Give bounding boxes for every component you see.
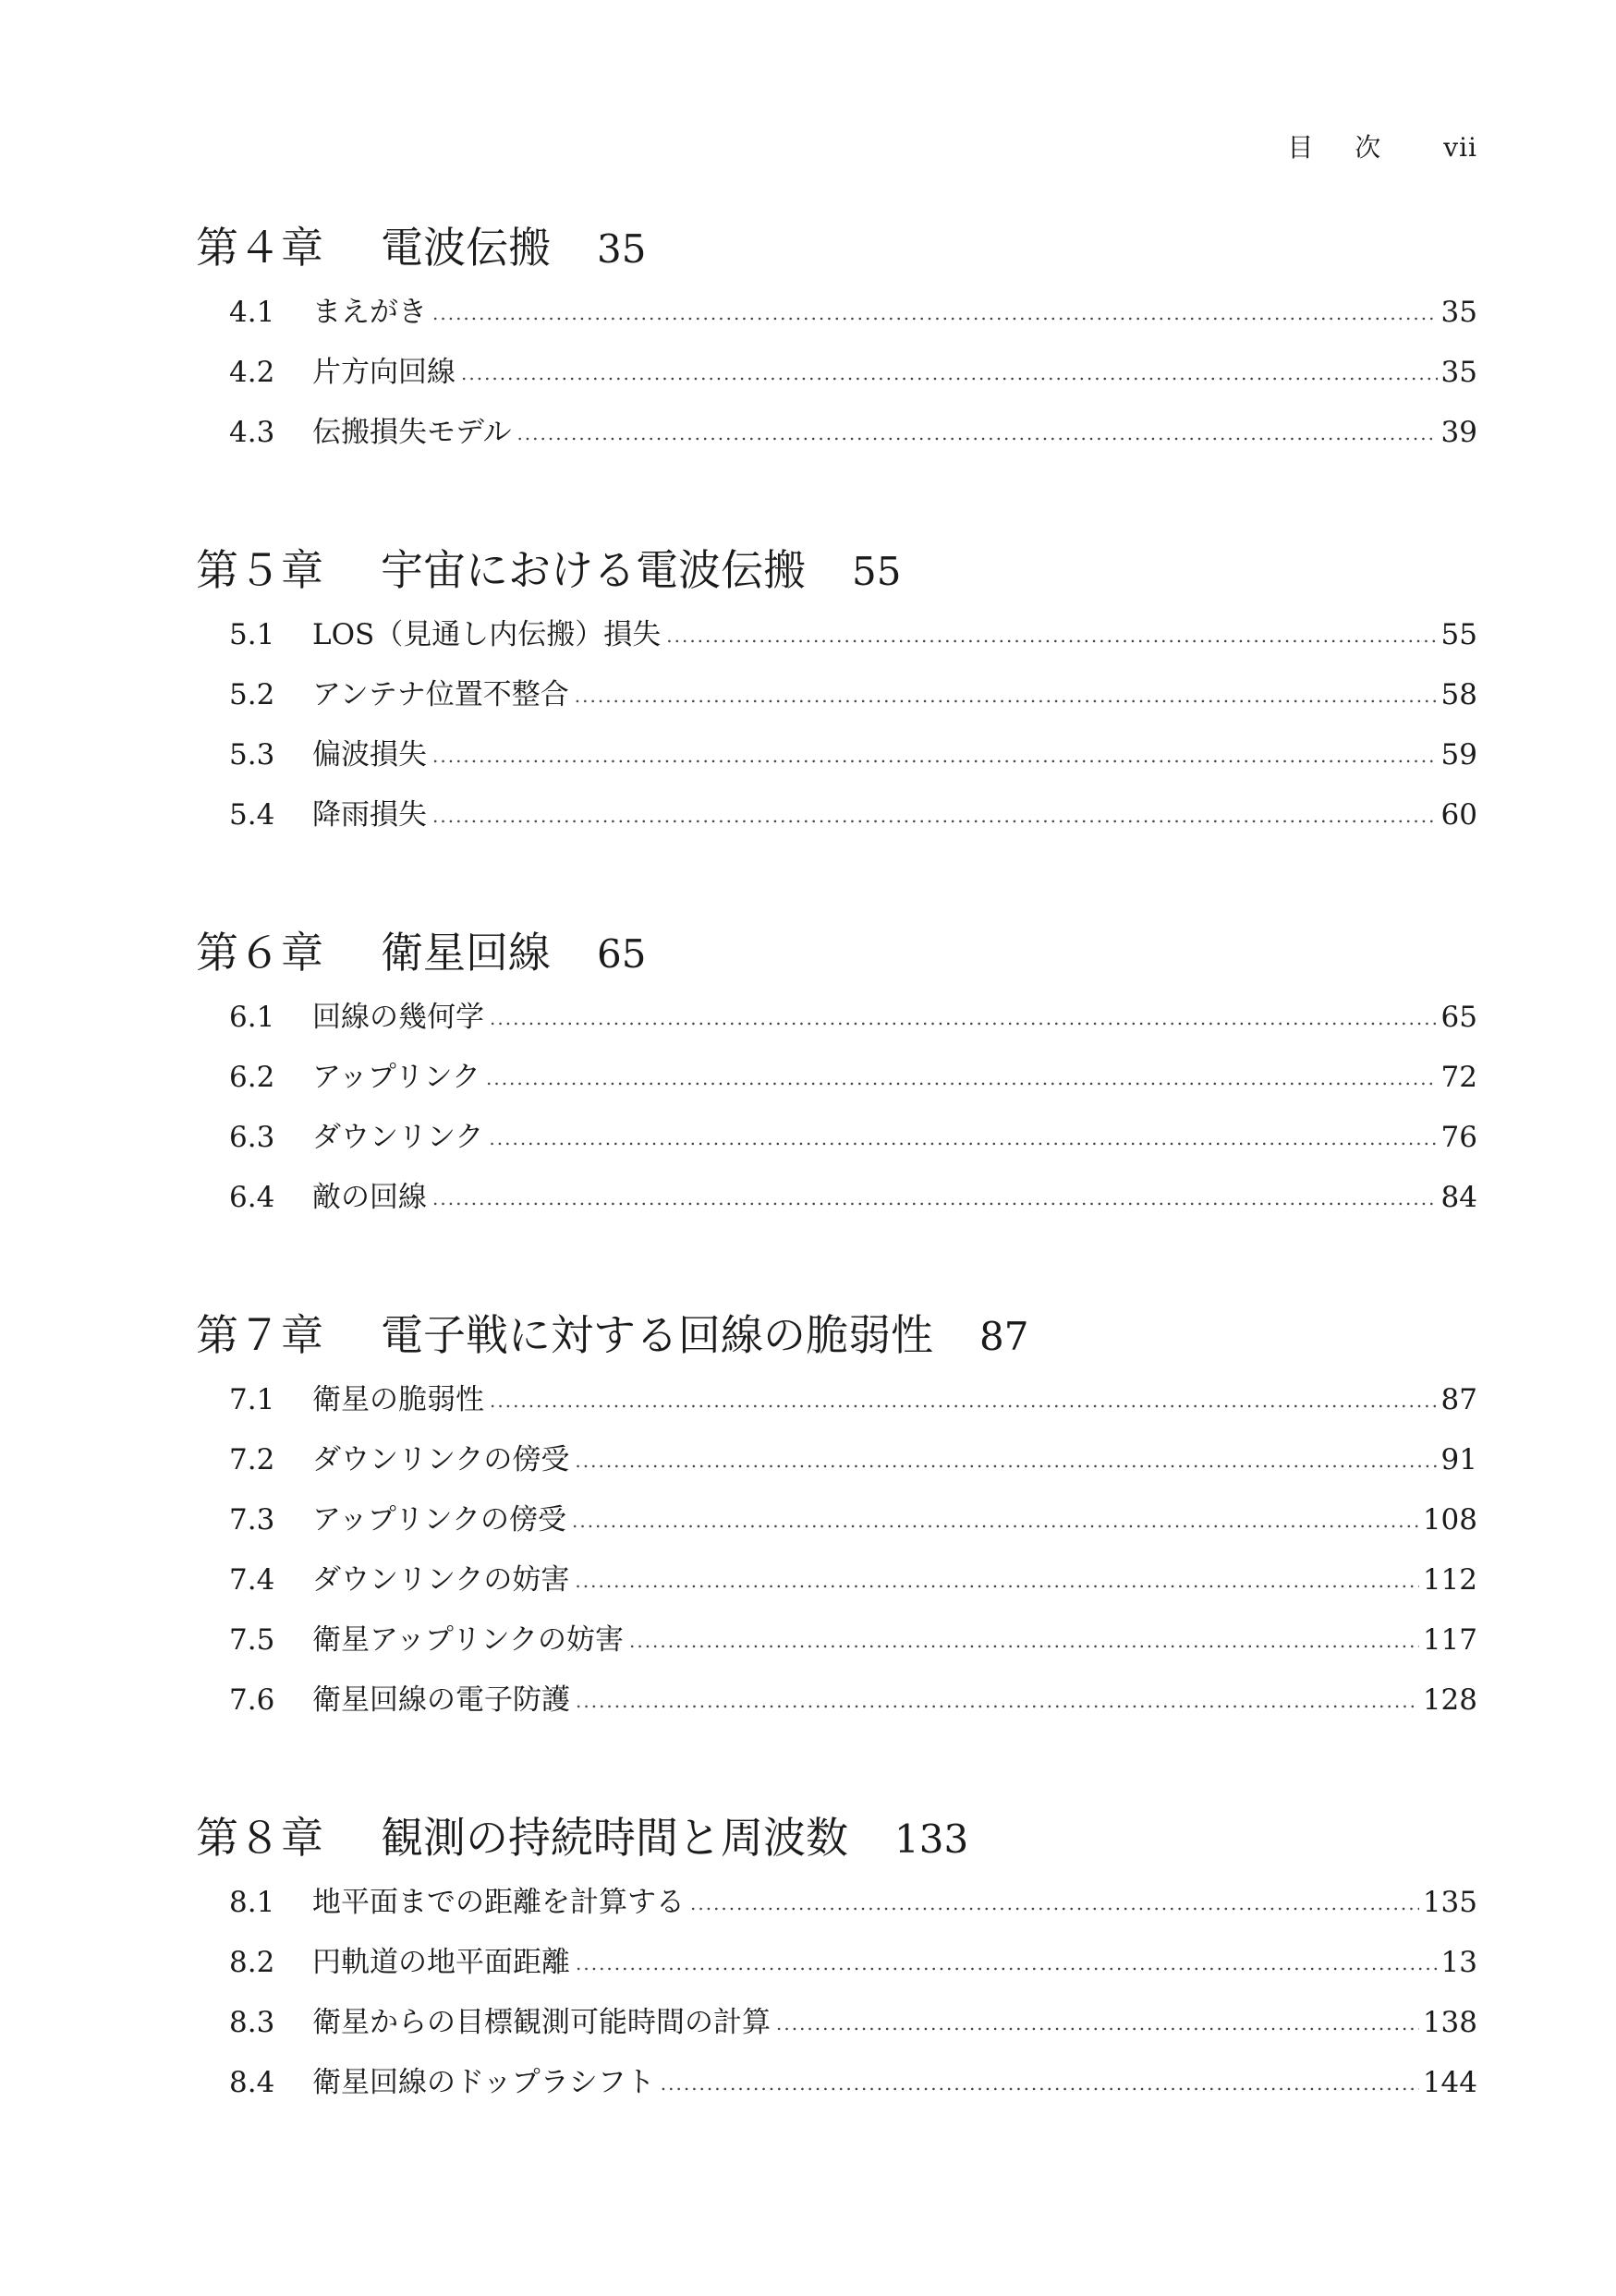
section-page-number: 117 (1422, 1623, 1477, 1657)
dot-leader (575, 666, 1438, 726)
running-header (1287, 128, 1477, 164)
section-title: まえがき (312, 296, 427, 329)
section-title: 伝搬損失モデル (312, 416, 512, 449)
section-page-number: 87 (1440, 1383, 1477, 1416)
chapter-heading[interactable] (196, 537, 1477, 603)
section-page-number: 76 (1440, 1121, 1477, 1154)
dot-leader (486, 1049, 1438, 1109)
section-number: 5.2 (229, 678, 275, 711)
section-title: ダウンリンク (312, 1121, 484, 1154)
dot-leader (575, 1431, 1437, 1491)
section-page-number: 91 (1440, 1443, 1477, 1476)
section-number: 5.1 (229, 618, 275, 651)
chapter-title: 電波伝搬 (381, 223, 551, 273)
dot-leader (576, 1671, 1419, 1731)
section-page-number: 60 (1440, 798, 1477, 832)
section-title: ダウンリンクの妨害 (312, 1563, 570, 1597)
toc-chapter (196, 1804, 1477, 2113)
chapter-title: 衛星回線 (381, 928, 551, 978)
toc-chapter (196, 214, 1477, 463)
section-title: 地平面までの距離を計算する (312, 1886, 685, 1919)
toc-entry[interactable] (196, 1048, 1477, 1108)
dot-leader (432, 284, 1438, 344)
section-title: 偏波損失 (312, 738, 427, 771)
section-title: 衛星アップリンクの妨害 (312, 1623, 624, 1657)
dot-leader (432, 1169, 1438, 1229)
dot-leader (432, 726, 1438, 786)
table-of-contents (196, 214, 1477, 2187)
dot-leader (432, 786, 1438, 846)
section-title: 衛星からの目標観測可能時間の計算 (312, 2006, 771, 2039)
dot-leader (575, 1551, 1418, 1611)
chapter-title: 電子戦に対する回線の脆弱性 (381, 1310, 933, 1360)
dot-leader (690, 1874, 1419, 1934)
toc-entry[interactable] (196, 1108, 1477, 1168)
section-number: 7.3 (229, 1503, 275, 1537)
section-title: 回線の幾何学 (312, 1001, 484, 1034)
section-title: 片方向回線 (312, 356, 456, 389)
section-page-number: 55 (1440, 618, 1477, 651)
section-number: 4.1 (229, 296, 275, 329)
toc-chapter (196, 537, 1477, 845)
toc-chapter (196, 919, 1477, 1228)
chapter-number: 第５章 (196, 545, 323, 595)
dot-leader (490, 989, 1438, 1049)
section-number: 7.2 (229, 1443, 275, 1476)
section-number: 5.4 (229, 798, 275, 832)
chapter-page-number: 133 (894, 1816, 969, 1862)
chapter-number: 第４章 (196, 223, 323, 273)
dot-leader (461, 344, 1438, 404)
section-page-number: 35 (1440, 296, 1477, 329)
section-number: 7.6 (229, 1683, 275, 1717)
chapter-heading[interactable] (196, 214, 1477, 281)
chapter-page-number: 65 (597, 931, 647, 977)
dot-leader (661, 2054, 1419, 2114)
toc-entry[interactable] (196, 403, 1477, 463)
section-title: LOS（見通し内伝搬）損失 (312, 618, 662, 651)
toc-entry[interactable] (196, 988, 1477, 1048)
toc-entry[interactable] (196, 1490, 1477, 1550)
section-page-number: 128 (1422, 1683, 1477, 1717)
toc-entry[interactable] (196, 1430, 1477, 1490)
section-number: 8.2 (229, 1946, 275, 1979)
chapter-title: 観測の持続時間と周波数 (381, 1813, 848, 1863)
section-title: 降雨損失 (312, 798, 427, 832)
section-number: 8.4 (229, 2066, 275, 2099)
section-title: アップリンク (312, 1061, 480, 1094)
dot-leader (629, 1611, 1419, 1671)
section-page-number: 35 (1440, 356, 1477, 389)
section-title: ダウンリンクの傍受 (312, 1443, 570, 1476)
chapter-number: 第６章 (196, 928, 323, 978)
section-number: 8.3 (229, 2006, 275, 2039)
section-page-number: 84 (1440, 1181, 1477, 1214)
dot-leader (776, 1994, 1419, 2054)
section-number: 7.1 (229, 1383, 275, 1416)
section-page-number: 39 (1440, 416, 1477, 449)
section-page-number: 108 (1422, 1503, 1477, 1537)
chapter-heading[interactable] (196, 1804, 1477, 1871)
toc-entry[interactable] (196, 725, 1477, 785)
toc-chapter (196, 1302, 1477, 1731)
section-number: 6.2 (229, 1061, 275, 1094)
toc-entry[interactable] (196, 1550, 1477, 1610)
section-number: 4.3 (229, 416, 275, 449)
section-title: 円軌道の地平面距離 (312, 1946, 570, 1979)
dot-leader (490, 1371, 1438, 1431)
toc-entry[interactable] (196, 1993, 1477, 2053)
section-title: アップリンクの傍受 (312, 1503, 566, 1537)
section-number: 7.4 (229, 1563, 275, 1597)
section-page-number: 138 (1422, 2006, 1477, 2039)
section-number: 6.4 (229, 1181, 275, 1214)
section-page-number: 144 (1422, 2066, 1477, 2099)
section-number: 8.1 (229, 1886, 275, 1919)
dot-leader (489, 1109, 1437, 1169)
chapter-page-number: 35 (597, 226, 647, 272)
chapter-number: 第７章 (196, 1310, 323, 1360)
toc-entry[interactable] (196, 1873, 1477, 1933)
chapter-title: 宇宙における電波伝搬 (381, 545, 806, 595)
running-header-label: 目 次 (1287, 132, 1398, 163)
chapter-page-number: 87 (979, 1314, 1029, 1359)
section-title: 衛星の脆弱性 (312, 1383, 484, 1416)
section-title: 衛星回線のドップラシフト (312, 2066, 655, 2099)
toc-entry[interactable] (196, 605, 1477, 665)
chapter-page-number: 55 (852, 549, 902, 594)
section-page-number: 72 (1440, 1061, 1477, 1094)
toc-entry[interactable] (196, 1610, 1477, 1670)
toc-entry[interactable] (196, 785, 1477, 845)
dot-leader (666, 606, 1437, 666)
section-page-number: 135 (1422, 1886, 1477, 1919)
section-title: アンテナ位置不整合 (312, 678, 569, 711)
dot-leader (572, 1491, 1419, 1551)
toc-entry[interactable] (196, 1168, 1477, 1228)
chapter-heading[interactable] (196, 919, 1477, 986)
toc-entry[interactable] (196, 2053, 1477, 2113)
toc-entry[interactable] (196, 343, 1477, 403)
section-page-number: 58 (1440, 678, 1477, 711)
chapter-heading[interactable] (196, 1302, 1477, 1368)
section-title: 衛星回線の電子防護 (312, 1683, 570, 1717)
section-title: 敵の回線 (312, 1181, 427, 1214)
dot-leader (576, 1934, 1438, 1994)
chapter-number: 第８章 (196, 1813, 323, 1863)
section-page-number: 13 (1440, 1946, 1477, 1979)
toc-entry[interactable] (196, 665, 1477, 725)
toc-entry[interactable] (196, 1670, 1477, 1731)
running-header-page-number: vii (1443, 132, 1477, 163)
section-number: 4.2 (229, 356, 275, 389)
section-number: 7.5 (229, 1623, 275, 1657)
toc-entry[interactable] (196, 1370, 1477, 1430)
section-page-number: 59 (1440, 738, 1477, 771)
toc-entry[interactable] (196, 283, 1477, 343)
section-number: 5.3 (229, 738, 275, 771)
section-page-number: 65 (1440, 1001, 1477, 1034)
dot-leader (516, 404, 1437, 464)
section-number: 6.1 (229, 1001, 275, 1034)
section-page-number: 112 (1422, 1563, 1477, 1597)
section-number: 6.3 (229, 1121, 275, 1154)
toc-entry[interactable] (196, 1933, 1477, 1993)
